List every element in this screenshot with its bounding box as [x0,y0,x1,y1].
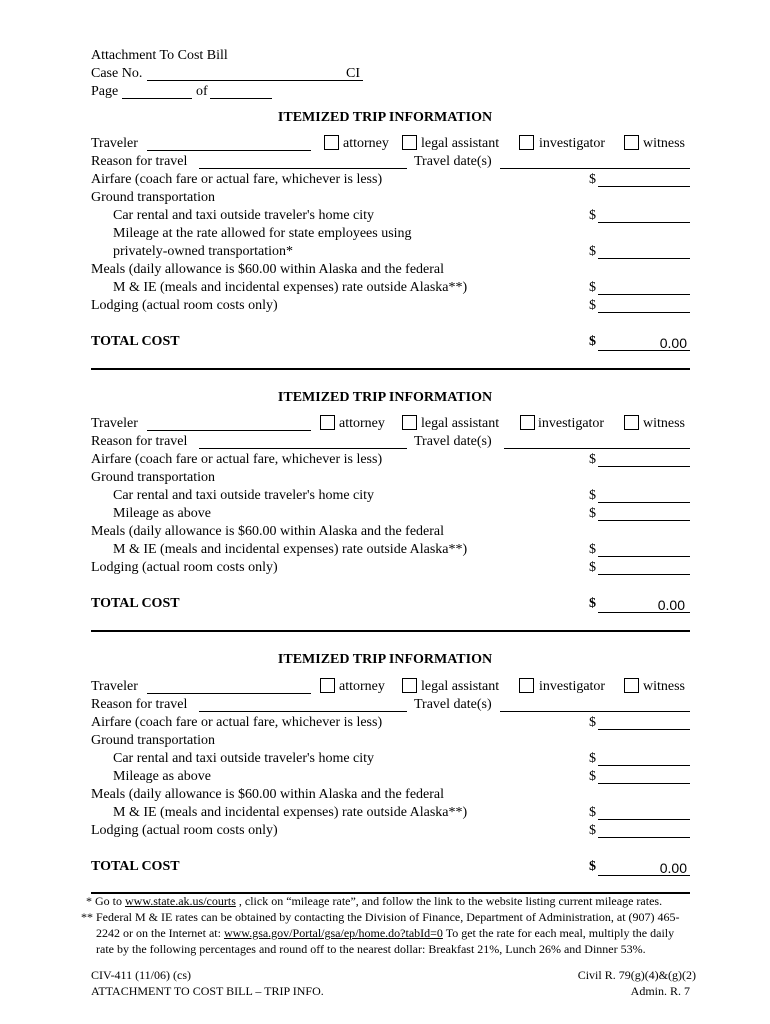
ground-label: Ground transportation [91,190,216,205]
case-suffix: CI [346,66,360,81]
attorney-label: attorney [339,679,385,694]
meals-label: Meals (daily allowance is $60.00 within Alaska and the federal [91,262,445,277]
mileage-amount-field[interactable] [598,258,690,259]
case-number-label: Case No. [91,66,143,81]
legal-assistant-label: legal assistant [421,679,500,694]
admin-rule-ref: Admin. R. 7 [630,984,690,998]
total-cost-label: TOTAL COST [91,334,180,349]
ground-label: Ground transportation [91,733,216,748]
mileage-label: Mileage at the rate allowed for state employees using [113,226,412,241]
section-title: ITEMIZED TRIP INFORMATION [277,110,493,125]
traveler-label: Traveler [91,136,138,151]
meals-label-cont: M & IE (meals and incidental expenses) rate outside Alaska**) [113,542,468,557]
dollar-sign: $ [589,560,596,575]
civil-rule-ref: Civil R. 79(g)(4)&(g)(2) [577,968,696,982]
attorney-checkbox[interactable] [320,678,335,693]
footnote-mileage [86,894,662,909]
lodging-amount-field[interactable] [598,837,690,838]
dollar-sign: $ [589,298,596,313]
travel-dates-field[interactable] [500,168,690,169]
form-id: CIV-411 (11/06) (cs) [91,968,191,982]
dollar-sign: $ [589,280,596,295]
footnote-text: * Go to [86,894,125,908]
form-title: ATTACHMENT TO COST BILL – TRIP INFO. [91,984,324,998]
dollar-sign: $ [589,506,596,521]
dollar-sign: $ [589,751,596,766]
meals-label-cont: M & IE (meals and incidental expenses) rate outside Alaska**) [113,280,468,295]
dollar-sign: $ [589,208,596,223]
section-title: ITEMIZED TRIP INFORMATION [277,390,493,405]
reason-field[interactable] [199,168,407,169]
airfare-amount-field[interactable] [598,186,690,187]
total-cost-underline [598,350,690,351]
lodging-amount-field[interactable] [598,312,690,313]
attorney-checkbox[interactable] [324,135,339,150]
mileage-label-cont: privately-owned transportation* [113,244,294,259]
page-total-field[interactable] [210,98,272,99]
dollar-sign: $ [589,823,596,838]
mileage-label: Mileage as above [113,506,211,521]
traveler-label: Traveler [91,416,138,431]
lodging-label: Lodging (actual room costs only) [91,298,278,313]
ground-label: Ground transportation [91,470,216,485]
witness-label: witness [643,136,685,151]
traveler-field[interactable] [147,693,311,694]
dollar-sign: $ [589,859,596,874]
dollar-sign: $ [589,805,596,820]
investigator-label: investigator [538,416,605,431]
footnote-text: , click on “mileage rate”, and follow the link to the website listing current mileage rates. [235,894,663,908]
lodging-amount-field[interactable] [598,574,690,575]
reason-field[interactable] [199,711,407,712]
legal-assistant-label: legal assistant [421,136,500,151]
investigator-label: investigator [539,679,606,694]
car-rental-label: Car rental and taxi outside traveler's home city [113,208,375,223]
lodging-label: Lodging (actual room costs only) [91,823,278,838]
witness-checkbox[interactable] [624,135,639,150]
investigator-checkbox[interactable] [519,135,534,150]
footnote-federal-rates: ** Federal M & IE rates can be obtained by contacting the Division of Finance, Department of Administration, at (907) 465- [81,910,680,924]
travel-dates-label: Travel date(s) [414,697,492,712]
car-rental-amount-field[interactable] [598,222,690,223]
airfare-label: Airfare (coach fare or actual fare, whichever is less) [91,172,383,187]
dollar-sign: $ [589,334,596,349]
total-cost-value: 0.00 [659,335,687,351]
witness-checkbox[interactable] [624,678,639,693]
reason-label: Reason for travel [91,434,188,449]
total-cost-value: 0.00 [659,860,687,876]
meals-amount-field[interactable] [598,819,690,820]
attorney-label: attorney [339,416,385,431]
mileage-label: Mileage as above [113,769,211,784]
reason-label: Reason for travel [91,697,188,712]
legal-assistant-label: legal assistant [421,416,500,431]
traveler-field[interactable] [147,150,311,151]
car-rental-amount-field[interactable] [598,502,690,503]
legal-assistant-checkbox[interactable] [402,415,417,430]
traveler-label: Traveler [91,679,138,694]
dollar-sign: $ [589,596,596,611]
travel-dates-label: Travel date(s) [414,154,492,169]
investigator-label: investigator [539,136,606,151]
footnote-federal-rates-cont [96,926,674,941]
car-rental-amount-field[interactable] [598,765,690,766]
legal-assistant-checkbox[interactable] [402,678,417,693]
dollar-sign: $ [589,769,596,784]
witness-label: witness [643,679,685,694]
airfare-amount-field[interactable] [598,466,690,467]
meals-label: Meals (daily allowance is $60.00 within Alaska and the federal [91,787,445,802]
total-cost-underline [598,875,690,876]
travel-dates-label: Travel date(s) [414,434,492,449]
car-rental-label: Car rental and taxi outside traveler's home city [113,751,375,766]
mileage-amount-field[interactable] [598,520,690,521]
footnote-meal-percentages: rate by the following percentages and round off to the nearest dollar: Breakfast 21%, Lunch 26% and Dinner 53%. [96,942,646,956]
reason-field[interactable] [199,448,407,449]
courts-link[interactable]: www.state.ak.us/courts [125,894,236,908]
total-cost-label: TOTAL COST [91,859,180,874]
mileage-amount-field[interactable] [598,783,690,784]
meals-label: Meals (daily allowance is $60.00 within Alaska and the federal [91,524,445,539]
dollar-sign: $ [589,452,596,467]
witness-label: witness [643,416,685,431]
travel-dates-field[interactable] [504,448,690,449]
traveler-field[interactable] [147,430,311,431]
total-cost-underline [598,612,690,613]
footnote-text: 2242 or on the Internet at: [96,926,224,940]
lodging-label: Lodging (actual room costs only) [91,560,278,575]
dollar-sign: $ [589,172,596,187]
attorney-checkbox[interactable] [320,415,335,430]
investigator-checkbox[interactable] [520,415,535,430]
witness-checkbox[interactable] [624,415,639,430]
airfare-label: Airfare (coach fare or actual fare, whichever is less) [91,715,383,730]
total-cost-value: 0.00 [657,597,685,613]
airfare-label: Airfare (coach fare or actual fare, whichever is less) [91,452,383,467]
dollar-sign: $ [589,244,596,259]
car-rental-label: Car rental and taxi outside traveler's home city [113,488,375,503]
dollar-sign: $ [589,715,596,730]
page-number-field[interactable] [122,98,192,99]
section-title: ITEMIZED TRIP INFORMATION [277,652,493,667]
footnote-text: To get the rate for each meal, multiply the daily [442,926,675,940]
investigator-checkbox[interactable] [519,678,534,693]
travel-dates-field[interactable] [500,711,690,712]
meals-amount-field[interactable] [598,294,690,295]
meals-label-cont: M & IE (meals and incidental expenses) rate outside Alaska**) [113,805,468,820]
section-divider [91,630,690,632]
dollar-sign: $ [589,542,596,557]
meals-amount-field[interactable] [598,556,690,557]
header-title: Attachment To Cost Bill [91,48,228,63]
page-of-label: of [196,84,208,99]
airfare-amount-field[interactable] [598,729,690,730]
dollar-sign: $ [589,488,596,503]
case-number-field[interactable] [147,80,363,81]
legal-assistant-checkbox[interactable] [402,135,417,150]
gsa-link[interactable]: www.gsa.gov/Portal/gsa/ep/home.do?tabId=0 [223,926,443,940]
reason-label: Reason for travel [91,154,188,169]
attorney-label: attorney [343,136,389,151]
total-cost-label: TOTAL COST [91,596,180,611]
section-divider [91,368,690,370]
page-label: Page [91,84,119,99]
